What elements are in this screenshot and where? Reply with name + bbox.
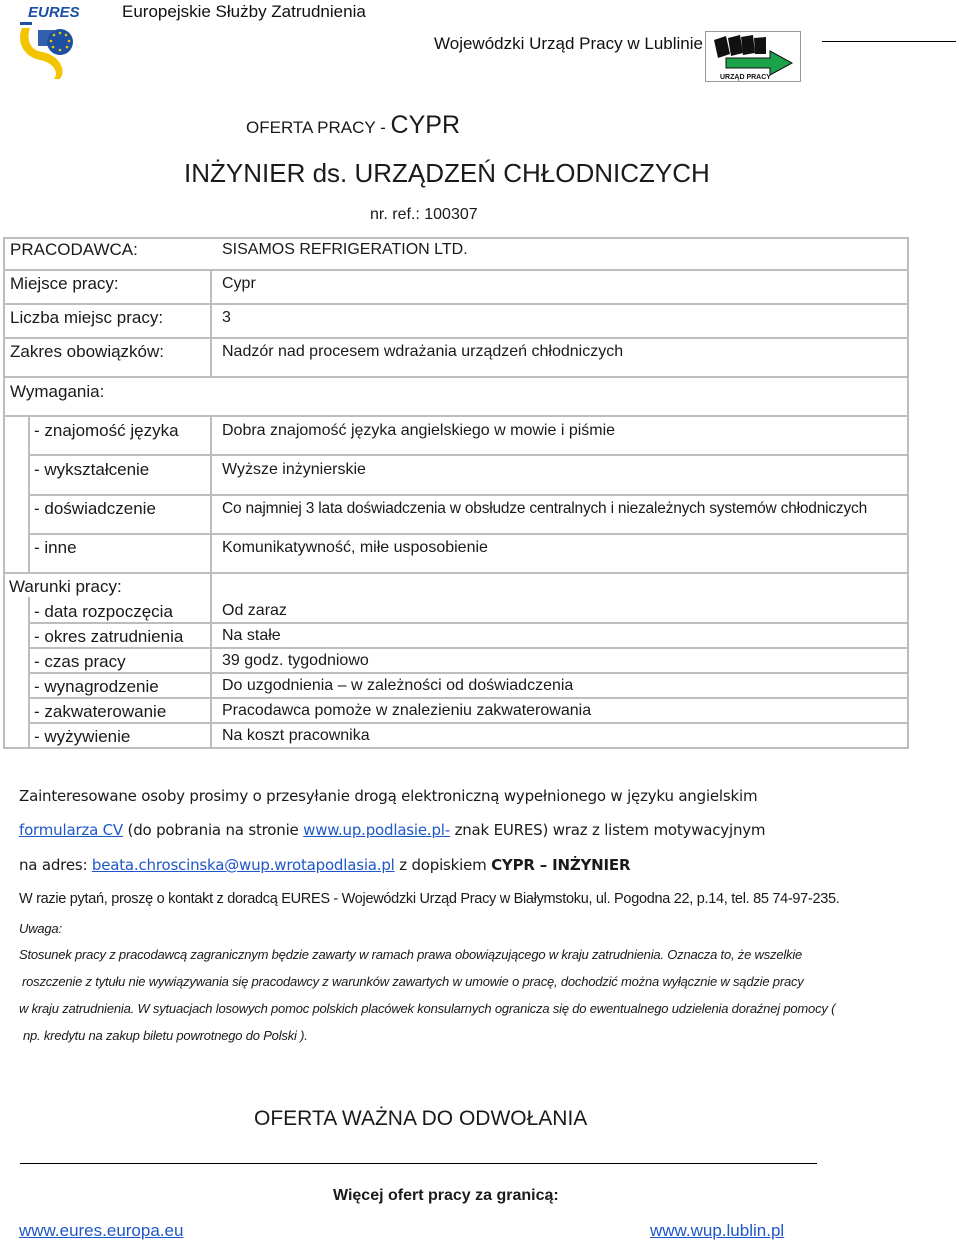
condition-value: Od zaraz	[222, 602, 287, 619]
requirement-value: Komunikatywność, miłe usposobienie	[222, 539, 488, 556]
table-border	[3, 376, 909, 378]
table-border	[3, 337, 909, 339]
offer-heading	[246, 111, 460, 140]
table-border	[3, 269, 909, 271]
requirement-label: - inne	[34, 538, 77, 557]
table-border	[3, 237, 909, 239]
condition-label: - zakwaterowanie	[34, 702, 167, 721]
condition-value: Na stałe	[222, 627, 281, 644]
place-label: Miejsce pracy:	[10, 274, 119, 293]
reference-number: nr. ref.: 100307	[370, 206, 478, 223]
note-label: Uwaga:	[19, 921, 62, 936]
condition-label: - czas pracy	[34, 652, 126, 671]
table-border	[907, 237, 909, 749]
table-border	[28, 722, 909, 724]
count-label: Liczba miejsc pracy:	[10, 308, 164, 327]
requirements-label: Wymagania:	[10, 382, 105, 401]
table-border	[28, 533, 909, 535]
table-border	[28, 415, 30, 572]
urzad-pracy-logo-text: URZĄD PRACY	[720, 74, 771, 81]
subject-tag: CYPR – INŻYNIER	[491, 856, 631, 874]
condition-label: - wyżywienie	[34, 727, 131, 746]
contact-line-1: Zainteresowane osoby prosimy o przesyłanie drogą elektroniczną wypełnionego w języku angielskim	[19, 787, 758, 805]
table-border	[210, 415, 212, 572]
offer-details-table	[3, 237, 909, 749]
requirement-value: Co najmniej 3 lata doświadczenia w obsłudze centralnych i niezależnych systemów chłodniczych	[222, 500, 867, 517]
condition-value: Do uzgodnienia – w zależności od doświadczenia	[222, 677, 574, 694]
duties-label: Zakres obowiązków:	[10, 342, 165, 361]
header-top-text: Europejskie Służby Zatrudnienia	[122, 2, 366, 21]
conditions-label: Warunki pracy:	[9, 577, 122, 596]
table-border	[3, 747, 909, 749]
table-border	[28, 672, 909, 674]
table-border	[28, 622, 909, 624]
header-office-name: Wojewódzki Urząd Pracy w Lublinie	[434, 34, 703, 53]
header-rule	[822, 41, 956, 42]
requirement-value: Wyższe inżynierskie	[222, 461, 366, 478]
employer-value: SISAMOS REFRIGERATION LTD.	[222, 241, 468, 258]
eures-wordmark: EURES	[28, 4, 80, 21]
cv-form-link[interactable]: formularza CV	[19, 821, 123, 839]
contact-line-2-mid: (do pobrania na stronie	[122, 821, 304, 839]
table-border	[3, 237, 5, 749]
requirement-label: - znajomość języka	[34, 421, 179, 440]
count-value: 3	[222, 309, 231, 326]
table-border	[3, 303, 909, 305]
offer-country: CYPR	[390, 111, 461, 139]
table-border	[28, 454, 909, 456]
contact-line-2-end: znak EURES) wraz z listem motywacyjnym	[450, 821, 766, 839]
table-border	[28, 494, 909, 496]
place-value: Cypr	[222, 275, 256, 292]
table-border	[3, 572, 909, 574]
urzad-pracy-logo	[705, 31, 801, 82]
employer-label: PRACODAWCA:	[10, 240, 138, 259]
condition-value: Pracodawca pomoże w znalezieniu zakwaterowania	[222, 702, 592, 719]
contact-line-2	[19, 821, 765, 839]
table-border	[28, 647, 909, 649]
contact-line-3-start: na adres:	[19, 856, 92, 874]
table-border	[28, 597, 30, 749]
up-podlasie-link[interactable]: www.up.podlasie.pl-	[303, 821, 450, 839]
contact-line-3	[19, 856, 630, 874]
contact-line-3-mid: z dopiskiem	[394, 856, 492, 874]
more-offers-text: Więcej ofert pracy za granicą:	[333, 1187, 559, 1204]
wup-site-link[interactable]: www.wup.lublin.pl	[650, 1221, 785, 1240]
duties-value: Nadzór nad procesem wdrażania urządzeń chłodniczych	[222, 343, 624, 360]
condition-value: Na koszt pracownika	[222, 727, 370, 744]
note-line: np. kredytu na zakup biletu powrotnego do Polski ).	[23, 1028, 308, 1043]
requirement-label: - doświadczenie	[34, 499, 156, 518]
condition-label: - okres zatrudnienia	[34, 627, 184, 646]
offer-validity: OFERTA WAŻNA DO ODWOŁANIA	[254, 1107, 588, 1130]
note-line: roszczenie z tytułu nie wywiązywania się pracodawcy z warunków zawartych w umowie o pracę, dochodzić można wyłącznie w sądzie pracy	[22, 974, 804, 989]
condition-label: - data rozpoczęcia	[34, 602, 173, 621]
contact-line-4: W razie pytań, proszę o kontakt z doradcą EURES - Wojewódzki Urząd Pracy w Białymstoku, ul. Pogodna 22, p.14, tel. 85 74-97-235.	[19, 891, 840, 907]
table-border	[210, 572, 212, 749]
eures-logo	[14, 2, 86, 80]
note-line: Stosunek pracy z pracodawcą zagranicznym będzie zawarty w ramach prawa obowiązującego w kraju zatrudnienia. Oznacza to, że wszelkie	[19, 947, 803, 962]
requirement-label: - wykształcenie	[34, 460, 150, 479]
offer-prefix: OFERTA PRACY -	[246, 118, 391, 137]
eures-site-link[interactable]: www.eures.europa.eu	[19, 1221, 184, 1240]
table-border	[3, 415, 909, 417]
email-link[interactable]: beata.chroscinska@wup.wrotapodlasia.pl	[91, 856, 395, 874]
job-title: INŻYNIER ds. URZĄDZEŃ CHŁODNICZYCH	[184, 158, 710, 188]
requirement-value: Dobra znajomość języka angielskiego w mowie i piśmie	[222, 422, 616, 439]
table-border	[210, 269, 212, 377]
condition-label: - wynagrodzenie	[34, 677, 159, 696]
footer-rule	[20, 1163, 817, 1164]
condition-value: 39 godz. tygodniowo	[222, 652, 369, 669]
table-border	[28, 697, 909, 699]
note-line: w kraju zatrudnienia. W sytuacjach losowych pomoc polskich placówek konsularnych ogranicza się do ewentualnego udzielenia doraźnej pomocy (	[19, 1001, 836, 1016]
